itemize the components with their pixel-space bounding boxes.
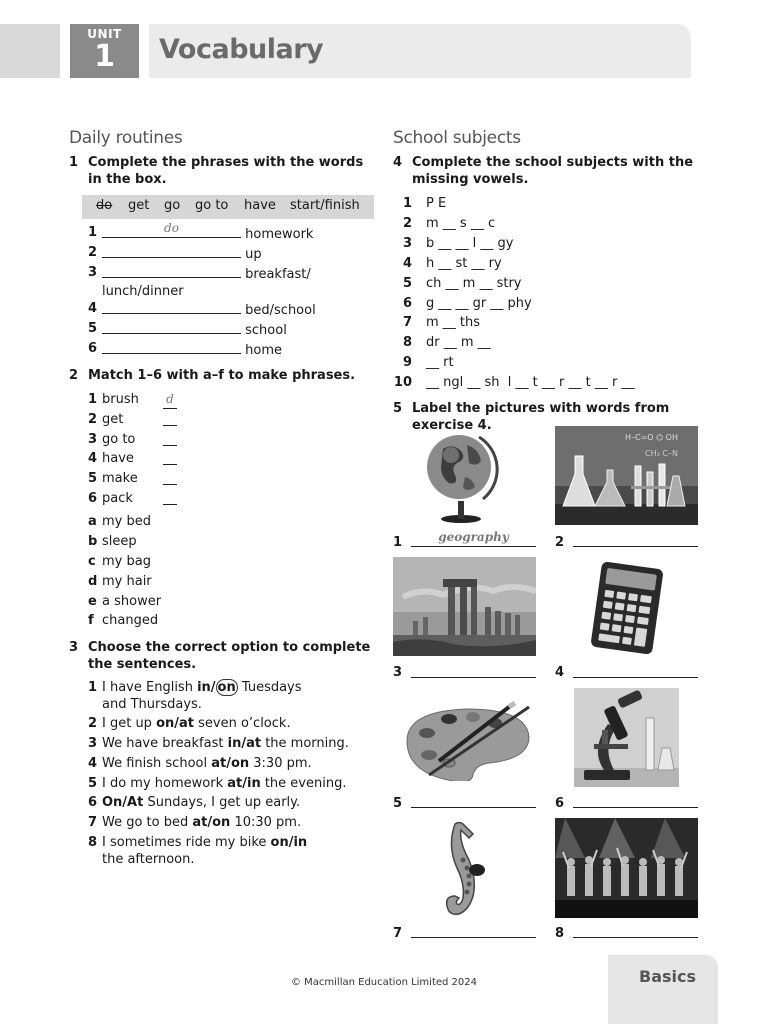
subject-item [392,275,652,292]
option-text: sleep [102,534,137,549]
sentence-text-continued: and Thursdays. [102,697,202,712]
match-option [88,553,208,570]
exercise-4-heading [393,154,693,188]
option-letter: c [88,554,96,569]
word-box-item: go to [195,198,229,213]
match-item [88,431,208,448]
title-bar [149,24,691,78]
item-number: 6 [88,795,98,810]
match-answer[interactable] [163,413,177,426]
phrase-word: school [245,323,287,338]
match-word: make [102,471,138,486]
item-number: 6 [88,341,98,356]
match-option [88,612,208,629]
saxophone-picture [433,820,495,920]
answer-blank[interactable] [102,221,241,238]
match-answer[interactable] [163,433,177,446]
picture-label-number: 7 [393,926,403,941]
subject-item [392,235,652,252]
match-item [88,450,208,467]
match-word: pack [102,491,133,506]
word-box-item: go [164,198,181,213]
sentence-text: 3:30 pm. [249,756,312,771]
match-word: get [102,412,124,427]
option-choice[interactable]: On/At [102,795,144,810]
picture-label-blank[interactable] [411,793,536,808]
svg-text:CH₃ C–N: CH₃ C–N [645,449,678,458]
match-item [88,391,208,408]
match-item [88,470,208,487]
item-number: 8 [402,335,412,350]
item-number: 10 [393,375,412,390]
match-item [88,411,208,428]
section-title-daily-routines: Daily routines [69,128,183,148]
exercise-number: 1 [69,155,79,170]
answer-blank[interactable] [102,264,241,278]
subject-item [392,314,652,331]
item-number: 3 [88,736,98,751]
sentence-item [88,794,378,811]
item-number: 6 [88,491,98,506]
option-choice[interactable]: on/in [270,835,308,850]
subject-gaps[interactable]: b __ __ l __ gy [426,236,514,251]
exercise-1-item [88,221,378,243]
sentence-item [88,814,378,831]
sentence-text: We finish school [102,756,212,771]
item-number: 8 [88,835,98,850]
subject-gaps[interactable]: m __ s __ c [426,216,496,231]
word-box-item: get [128,198,150,213]
sentence-item [88,715,378,732]
match-item [88,490,208,507]
sentence-text-continued: the afternoon. [102,852,195,867]
item-number: 5 [88,776,98,791]
subject-gaps[interactable]: __ rt [426,355,454,370]
option-text: a shower [102,594,162,609]
item-number: 3 [88,432,98,447]
exercise-number: 5 [393,401,403,416]
sentence-item [88,735,378,752]
phrase-word: homework [245,227,314,242]
picture-label-blank[interactable] [573,793,698,808]
exercise-1-heading [69,154,369,188]
exercise-1-item [88,264,378,300]
item-number: 4 [88,756,98,771]
calculator-picture [588,561,666,655]
sentence-text: I get up [102,716,157,731]
exercise-instruction: Choose the correct option to complete the sentences. [88,640,371,672]
match-answer[interactable] [163,452,177,465]
filled-answer: geography [438,530,509,544]
sentence-text: Sundays, I get up early. [143,795,301,810]
paint-palette-picture [399,701,533,781]
sentence-text: We go to bed [102,815,193,830]
exercise-1-item [88,320,378,339]
subject-gaps[interactable]: dr __ m __ [426,335,491,350]
subject-item [392,354,652,371]
picture-label-blank[interactable] [411,923,536,938]
option-text: my hair [102,574,152,589]
picture-label-blank[interactable] [573,663,698,678]
match-answer[interactable] [163,472,177,485]
match-option [88,593,208,610]
sentence-text: I do my homework [102,776,228,791]
phrase-word: bed/school [245,303,316,318]
page-title: Vocabulary [159,34,324,65]
item-number: 7 [88,815,98,830]
subject-gaps[interactable]: __ ngl __ sh l __ t __ r __ t __ r __ [426,375,635,390]
option-letter: a [88,514,97,529]
item-number: 6 [402,296,412,311]
option-text: my bag [102,554,151,569]
chemistry-lab-picture [555,426,698,525]
header-side-block [0,24,60,78]
option-choice[interactable]: in/ on [197,680,236,695]
unit-label: UNIT [87,27,122,41]
exercise-instruction: Label the pictures with words from exercise 4. [412,401,670,433]
exercise-1-item [88,300,378,319]
subject-item [392,255,652,272]
option-letter: d [88,574,98,589]
phrase-word: breakfast/ [245,267,311,282]
picture-label-number: 8 [555,926,565,941]
subject-item [392,334,652,351]
option-text: changed [102,613,159,628]
item-number: 3 [402,236,412,251]
svg-text:H–C=O ⌬ OH: H–C=O ⌬ OH [625,433,678,442]
circled-answer: on [217,680,236,695]
subject-item [392,295,652,312]
answer-blank[interactable] [102,300,241,314]
sentence-item [88,775,378,792]
option-choice[interactable]: at/on [192,815,231,830]
item-number: 5 [88,471,98,486]
picture-label-blank[interactable] [411,663,536,678]
option-letter: f [88,613,94,628]
match-word: have [102,451,134,466]
option-letter: e [88,594,97,609]
phrase-word: home [245,343,282,358]
picture-label-number: 6 [555,796,565,811]
exercise-number: 3 [69,640,79,655]
unit-number: 1 [94,39,115,74]
section-tab-basics [608,955,718,1024]
picture-label-number: 2 [555,535,565,550]
picture-label-number: 4 [555,665,565,680]
exercise-1-item [88,340,378,359]
answer-blank[interactable] [102,340,241,354]
picture-label-blank[interactable] [411,532,536,547]
match-word: go to [102,432,136,447]
phrase-word: up [245,247,262,262]
section-tab-label: Basics [639,967,697,986]
option-choice[interactable]: on/at [156,716,194,731]
match-option [88,513,208,530]
item-number: 1 [402,196,412,211]
sentence-text: 10:30 pm. [230,815,302,830]
item-number: 4 [402,256,412,271]
exercise-instruction: Complete the phrases with the words in the box. [88,155,364,187]
sentence-text: seven o’clock. [194,716,291,731]
answer-blank[interactable] [102,320,241,334]
sentence-item [88,834,378,868]
item-number: 2 [402,216,412,231]
item-number: 1 [88,680,98,695]
word-box-item: do [96,198,113,213]
exercise-1-item [88,244,378,263]
ancient-ruins-picture [393,557,536,656]
subject-gaps[interactable]: m __ ths [426,315,481,330]
option-text: my bed [102,514,151,529]
globe-picture [421,427,501,525]
option-choice[interactable]: at/on [211,756,250,771]
sentence-text: the evening. [260,776,347,791]
match-answer[interactable] [163,492,177,505]
exercise-number: 4 [393,155,403,170]
item-number: 1 [88,225,98,240]
subject-item [392,374,682,391]
item-number: 5 [88,321,98,336]
sentence-text: the morning. [261,736,349,751]
sentence-text: We have breakfast [102,736,228,751]
phrase-word-continued: lunch/dinner [102,284,184,299]
match-answer[interactable]: d [163,391,177,409]
match-option [88,573,208,590]
sentence-item [88,755,378,772]
item-number: 2 [88,412,98,427]
copyright-footer: © Macmillan Education Limited 2024 [290,977,478,988]
option-choice[interactable]: in/at [227,736,262,751]
word-box [82,195,374,219]
item-number: 7 [402,315,412,330]
item-number: 1 [88,392,98,407]
picture-label-number: 5 [393,796,403,811]
subject-item [392,215,652,232]
subject-gaps[interactable]: h __ st __ ry [426,256,502,271]
subject-gaps[interactable]: P E [426,196,447,211]
unit-badge [70,24,139,78]
picture-label-number: 1 [393,535,403,550]
sentence-text: I sometimes ride my bike [102,835,271,850]
item-number: 9 [402,355,412,370]
subject-item [392,195,652,212]
match-option [88,533,208,550]
picture-label-blank[interactable] [573,923,698,938]
item-number: 5 [402,276,412,291]
stage-performers-picture [555,818,698,918]
item-number: 2 [88,716,98,731]
item-number: 4 [88,451,98,466]
exercise-number: 2 [69,368,79,383]
item-number: 4 [88,301,98,316]
item-number: 2 [88,245,98,260]
picture-label-number: 3 [393,665,403,680]
item-number: 3 [88,265,98,280]
sentence-text: Tuesdays [237,680,302,695]
filled-answer: do [164,221,179,235]
answer-blank[interactable] [102,244,241,258]
subject-gaps[interactable]: ch __ m __ stry [426,276,522,291]
sentence-item [88,679,378,713]
exercise-instruction: Complete the school subjects with the missing vowels. [412,155,694,187]
exercise-3-heading [69,639,374,673]
subject-gaps[interactable]: g __ __ gr __ phy [426,296,532,311]
match-word: brush [102,392,139,407]
picture-label-blank[interactable] [573,532,698,547]
exercise-2-heading [69,367,369,384]
microscope-picture [574,688,679,787]
section-title-school-subjects: School subjects [393,128,521,148]
sentence-text: I have English [102,680,198,695]
exercise-instruction: Match 1–6 with a–f to make phrases. [88,368,356,383]
word-box-item: have [244,198,276,213]
option-letter: b [88,534,98,549]
word-box-item: start/finish [290,198,360,213]
option-choice[interactable]: at/in [227,776,261,791]
